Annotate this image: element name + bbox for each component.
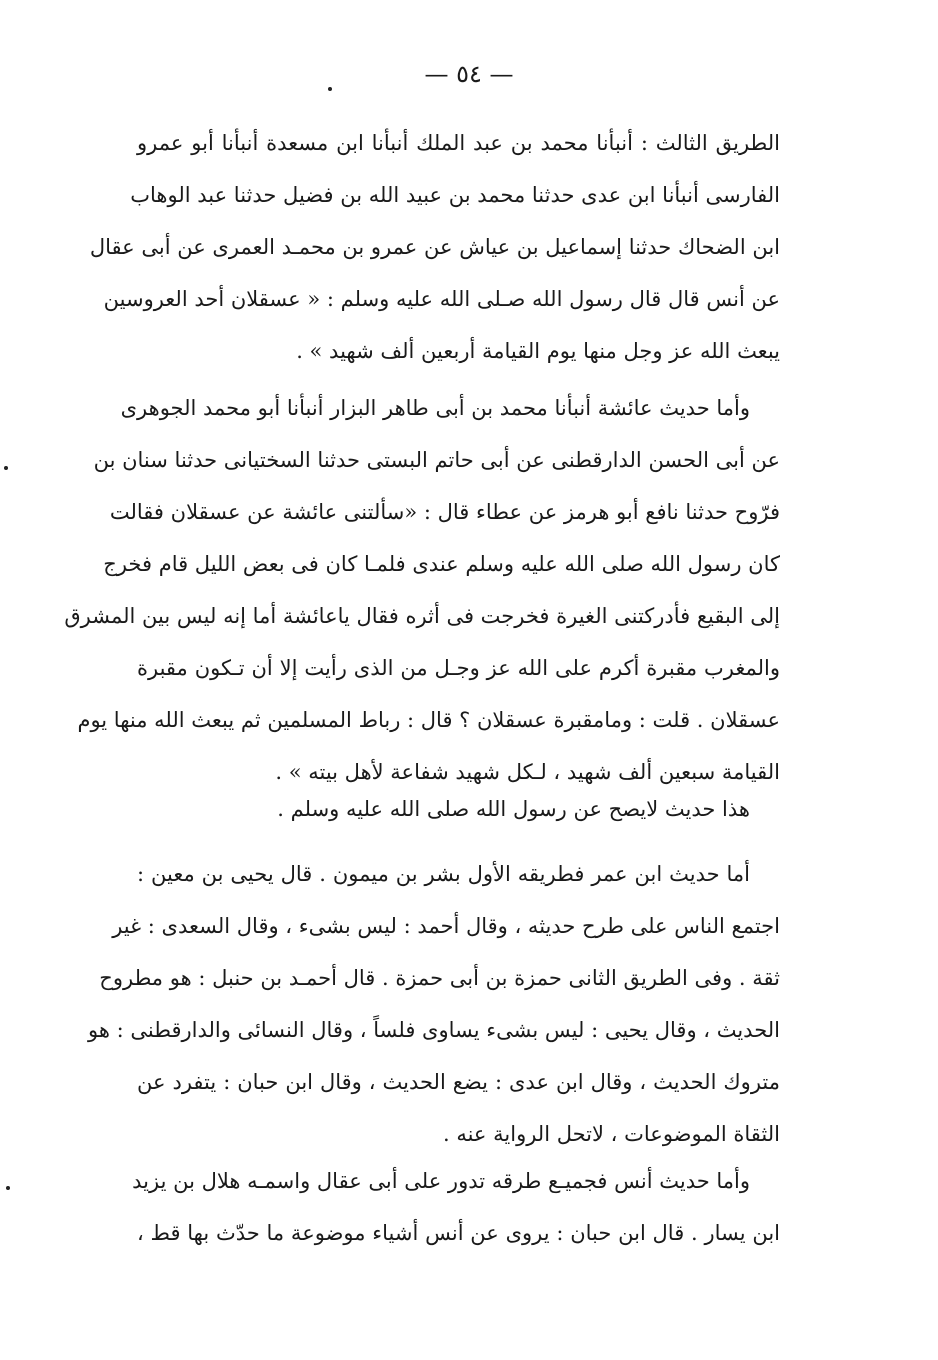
- ink-speck: [328, 87, 332, 91]
- text-line: عن أنس قال قال رسول الله صـلى الله عليه وسلم : « عسقلان أحد العروسين: [103, 287, 780, 311]
- text-line: يبعث الله عز وجل منها يوم القيامة أربعين ألف شهيد » .: [296, 339, 780, 363]
- text-line: أما حديث ابن عمر فطريقه الأول بشر بن ميمون . قال يحيى بن معين :: [137, 862, 750, 886]
- text-line: الثقاة الموضوعات ، لاتحل الرواية عنه .: [442, 1122, 780, 1146]
- ink-speck: [6, 1186, 10, 1190]
- text-line: هذا حديث لايصح عن رسول الله صلى الله عليه وسلم .: [277, 797, 750, 821]
- text-line: ثقة . وفى الطريق الثانى حمزة بن أبى حمزة . قال أحمـد بن حنبل : هو مطروح: [99, 966, 780, 990]
- paragraph-first-chain: [89, 117, 780, 377]
- paragraph-ibn-umar-hadith: [88, 848, 780, 1160]
- text-line: متروك الحديث ، وقال ابن عدى : يضع الحديث ، وقال ابن حبان : يتفرد عن: [137, 1070, 780, 1094]
- text-line: الفارسى أنبأنا ابن عدى حدثنا محمد بن عبيد الله بن فضيل حدثنا عبد الوهاب: [130, 183, 780, 207]
- paragraph-aisha-hadith: [64, 382, 780, 798]
- ink-speck: [4, 466, 8, 470]
- text-line: ابن يسار . قال ابن حبان : يروى عن أنس أشياء موضوعة ما حدّث بها قط ،: [137, 1221, 780, 1245]
- text-line: ابن الضحاك حدثنا إسماعيل بن عياش عن عمرو بن محمـد العمرى عن أبى عقال: [89, 235, 780, 259]
- text-line: الطريق الثالث : أنبأنا محمد بن عبد الملك أنبأنا ابن مسعدة أنبأنا أبو عمرو: [137, 131, 780, 155]
- text-line: اجتمع الناس على طرح حديثه ، وقال أحمد : ليس بشىء ، وقال السعدى : غير: [112, 914, 780, 938]
- text-line: إلى البقيع فأدركتنى الغيرة فخرجت فى أثره فقال ياعائشة أما إنه ليس بين المشرق: [64, 604, 780, 628]
- text-line: كان رسول الله صلى الله عليه وسلم عندى فلمـا كان فى بعض الليل قام فخرج: [103, 552, 780, 576]
- paragraph-verdict: [137, 783, 780, 835]
- text-line: وأما حديث عائشة أنبأنا محمد بن أبى طاهر البزار أنبأنا أبو محمد الجوهرى: [120, 396, 750, 420]
- text-line: عسقلان . قلت : ومامقبرة عسقلان ؟ قال : رباط المسلمين ثم يبعث الله منها يوم: [77, 708, 780, 732]
- text-line: الحديث ، وقال يحيى : ليس بشىء يساوى فلساً ، وقال النسائى والدارقطنى : هو: [88, 1018, 780, 1042]
- paragraph-anas-hadith: [132, 1155, 780, 1259]
- text-line: القيامة سبعين ألف شهيد ، لـكل شهيد شفاعة لأهل بيته » .: [275, 760, 780, 784]
- page-number: — ٥٤ —: [424, 60, 514, 88]
- text-line: فرّوح حدثنا نافع أبو هرمز عن عطاء قال : «سألتنى عائشة عن عسقلان فقالت: [109, 500, 780, 524]
- text-line: وأما حديث أنس فجميـع طرقه تدور على أبى عقال واسمـه هلال بن يزيد: [132, 1169, 750, 1193]
- text-line: عن أبى الحسن الدارقطنى عن أبى حاتم البستى حدثنا السختيانى حدثنا سنان بن: [93, 448, 780, 472]
- text-line: والمغرب مقبرة أكرم على الله عز وجـل من الذى رأيت إلا أن تـكون مقبرة: [137, 656, 780, 680]
